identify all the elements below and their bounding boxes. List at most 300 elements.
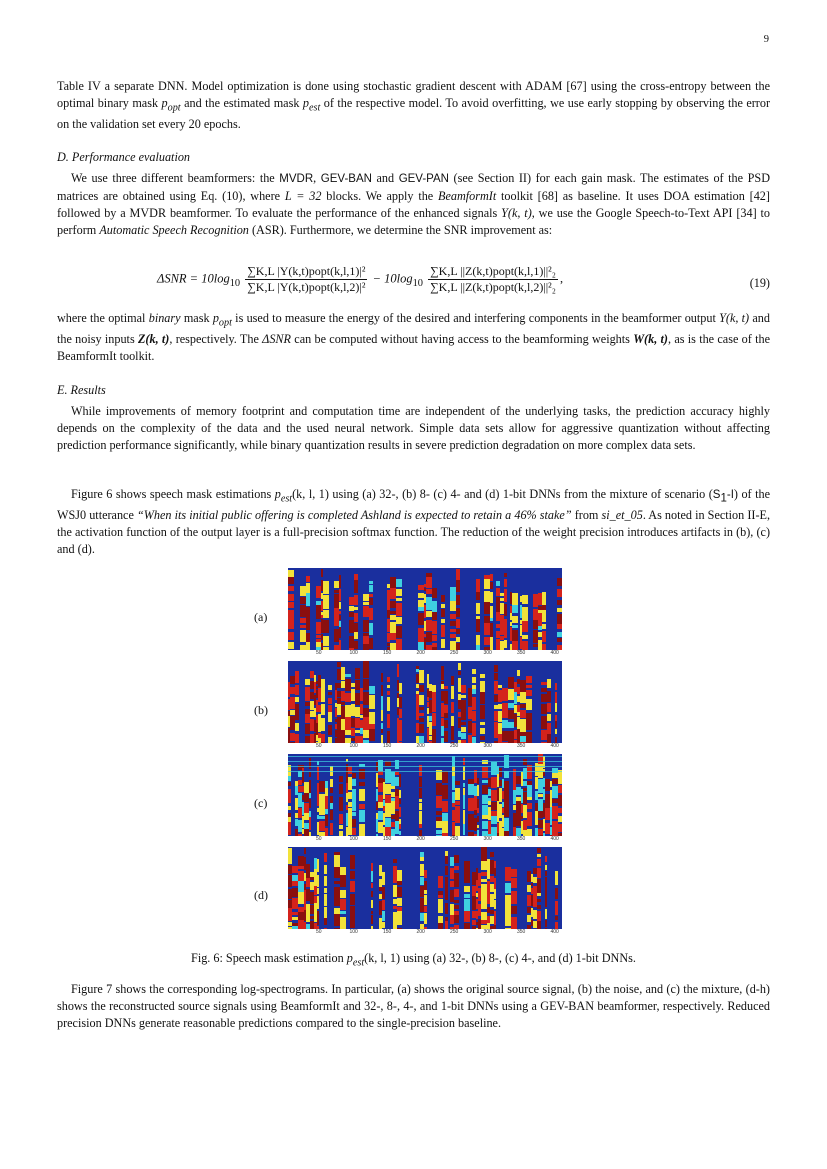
- spectrogram-artifact-line: [288, 756, 562, 757]
- spectrogram-cell: [420, 857, 424, 861]
- spectrogram-cell: [538, 613, 542, 626]
- spectrogram-cell: [305, 687, 310, 701]
- spectrogram-cell: [305, 709, 310, 714]
- spectrogram-cell: [316, 586, 321, 598]
- spectrogram-cell: [527, 885, 531, 892]
- spectrogram-cell: [321, 734, 325, 742]
- spectrogram-cell: [418, 607, 424, 611]
- spectrogram-cell: [323, 636, 329, 646]
- spectrogram-cell: [468, 707, 472, 719]
- spectrogram-cell: [533, 630, 538, 643]
- spectrogram-cell: [390, 588, 396, 599]
- spectrogram-cell: [426, 632, 432, 642]
- spectrogram-cell: [520, 605, 522, 618]
- spectrogram-cell: [317, 783, 319, 797]
- spectrogram-cell: [491, 802, 497, 810]
- spectrogram-cell: [429, 691, 432, 698]
- spectrogram-cell: [397, 664, 399, 677]
- x-tick-label: 200: [416, 743, 425, 749]
- spectrogram-cell: [310, 723, 314, 731]
- spectrogram-cell: [494, 673, 498, 680]
- spectrogram-cell: [387, 714, 390, 728]
- spectrogram-cell: [552, 786, 558, 798]
- spectrogram-cell: [288, 865, 292, 874]
- spectrogram-cell: [290, 697, 295, 709]
- spectrogram-cell: [522, 621, 528, 632]
- spectrogram-cell: [339, 615, 341, 620]
- spectrogram-cell: [490, 623, 493, 637]
- spectrogram-cell: [290, 710, 295, 715]
- spectrogram-cell: [452, 803, 455, 807]
- spectrogram-cell: [508, 722, 514, 728]
- spectrogram-cell: [295, 819, 298, 826]
- spectrogram-cell: [442, 813, 448, 821]
- spectrogram-cell: [334, 581, 339, 588]
- spectrogram-d-image: [288, 847, 562, 929]
- spectrogram-cell: [418, 585, 424, 590]
- spectrogram-cell: [496, 597, 500, 607]
- spectrogram-cell: [476, 880, 478, 891]
- spectrogram-cell: [454, 855, 459, 863]
- spectrogram-cell: [494, 728, 498, 738]
- spectrogram-cell: [363, 708, 369, 717]
- spectrogram-cell: [360, 720, 363, 728]
- spectrogram-cell: [339, 825, 343, 829]
- spectrogram-cell: [349, 597, 354, 605]
- spectrogram-cell: [494, 681, 498, 694]
- spectrogram-cell: [456, 625, 460, 628]
- spectrogram-cell: [381, 710, 383, 721]
- spectrogram-cell: [468, 688, 472, 697]
- spectrogram-cell: [346, 783, 348, 787]
- spectrogram-cell: [521, 804, 523, 813]
- spectrogram-cell: [298, 765, 302, 770]
- spectrogram-cell: [391, 786, 395, 789]
- spectrogram-cell: [393, 859, 397, 863]
- paragraph-results: While improvements of memory footprint and computation time are independent of the underlying tasks, the prediction accuracy highly depends on the complexity of the data and the used neural network. Simple data sets allow for aggressive quantization without affecting prediction performance significantly, while binary quantization results in severe prediction degradation on more complex data sets.: [57, 404, 770, 452]
- spectrogram-cell: [535, 791, 538, 800]
- spectrogram-cell: [488, 801, 491, 805]
- spectrogram-cell: [511, 917, 517, 929]
- spectrogram-cell: [463, 824, 465, 835]
- spectrogram-cell: [424, 605, 426, 618]
- spectrogram-cell: [339, 602, 341, 609]
- spectrogram-cell: [339, 589, 341, 601]
- spectrogram-cell: [288, 855, 292, 864]
- spectrogram-cell: [477, 808, 479, 813]
- spectrogram-cell: [450, 857, 454, 866]
- spectrogram-cell: [527, 829, 532, 836]
- spectrogram-cell: [306, 864, 310, 878]
- spectrogram-cell: [334, 608, 339, 618]
- spectrogram-cell: [324, 876, 327, 886]
- x-tick-label: 250: [450, 650, 459, 656]
- spectrogram-cell: [463, 810, 465, 818]
- spectrogram-cell: [424, 584, 426, 587]
- spectrogram-cell: [472, 723, 476, 736]
- spectrogram-cell: [491, 816, 497, 824]
- spectrogram-cell: [517, 712, 520, 716]
- spectrogram-cell: [500, 603, 504, 614]
- spectrogram-cell: [340, 899, 346, 910]
- eq-fraction-1: $\frac{\text{∑K,L |Y(k,t)popt(k,l,1)|²}}{\text{∑K,L |Y(k,t)popt(k,l,2)|²}}$: [247, 264, 366, 294]
- spectrogram-cell: [288, 602, 294, 608]
- spectrogram-cell: [309, 758, 311, 769]
- spectrogram-cell: [340, 917, 346, 929]
- spectrogram-cell: [383, 827, 385, 836]
- spectrogram-cell: [397, 907, 402, 911]
- spectrogram-cell: [316, 735, 318, 741]
- spectrogram-cell: [317, 896, 319, 909]
- spectrogram-cell: [390, 622, 396, 626]
- spectrogram-cell: [328, 685, 332, 690]
- spectrogram-cell: [385, 803, 391, 817]
- spectrogram-cell: [383, 787, 385, 799]
- spectrogram-cell: [359, 769, 365, 779]
- spectrogram-cell: [292, 917, 298, 920]
- spectrogram-cell: [300, 597, 306, 604]
- spectrogram-cell: [432, 630, 437, 634]
- spectrogram-cell: [552, 768, 558, 773]
- spectrogram-cell: [455, 781, 460, 785]
- spectrogram-cell: [420, 898, 424, 912]
- spectrogram-cell: [476, 579, 480, 592]
- spectrogram-cell: [304, 848, 306, 854]
- spectrogram-cell: [538, 799, 543, 811]
- spectrogram-cell: [424, 890, 427, 894]
- spectrogram-cell: [531, 895, 533, 906]
- section-heading-performance: D. Performance evaluation: [57, 150, 191, 164]
- spectrogram-cell: [517, 717, 520, 729]
- spectrogram-cell: [555, 922, 558, 929]
- spectrogram-cell: [442, 771, 448, 783]
- spectrogram-cell: [292, 875, 298, 881]
- spectrogram-cell: [381, 673, 383, 682]
- spectrogram-cell: [445, 903, 448, 914]
- spectrogram-cell: [543, 778, 545, 787]
- spectrogram-cell: [391, 792, 395, 797]
- spectrogram-cell: [419, 695, 424, 705]
- spectrogram-cell: [354, 613, 358, 622]
- spectrogram-cell: [395, 811, 399, 821]
- spectrogram-cell: [490, 894, 494, 907]
- spectrogram-cell: [325, 815, 328, 826]
- spectrogram-cell: [432, 713, 436, 726]
- spectrogram-cell: [497, 823, 499, 833]
- x-tick-label: 250: [450, 743, 459, 749]
- spectrogram-cell: [381, 729, 383, 733]
- spectrogram-cell: [363, 606, 369, 611]
- spectrogram-cell: [487, 869, 490, 879]
- spectrogram-cell: [292, 888, 298, 897]
- spectrogram-cell: [391, 772, 395, 786]
- spectrogram-cell: [484, 579, 490, 589]
- x-tick-label: 350: [517, 929, 526, 935]
- spectrogram-cell: [474, 818, 477, 831]
- spectrogram-cell: [533, 899, 537, 907]
- spectrogram-cell: [378, 778, 383, 783]
- spectrogram-cell: [480, 674, 485, 678]
- spectrogram-cell: [288, 782, 291, 786]
- spectrogram-cell: [512, 630, 518, 641]
- spectrogram-cell: [461, 727, 466, 732]
- spectrogram-cell: [476, 616, 480, 619]
- spectrogram-cell: [416, 723, 419, 733]
- spectrogram-cell: [383, 806, 385, 811]
- spectrogram-cell: [552, 773, 558, 778]
- spectrogram-cell: [310, 671, 314, 678]
- spectrogram-cell: [298, 920, 304, 929]
- spectrogram-cell: [456, 619, 460, 625]
- spectrogram-artifact-line: [288, 771, 562, 772]
- spectrogram-cell: [468, 721, 472, 733]
- spectrogram-cell: [304, 910, 306, 921]
- spectrogram-cell: [458, 731, 461, 737]
- spectrogram-cell: [461, 700, 466, 713]
- spectrogram-cell: [419, 777, 422, 787]
- spectrogram-cell: [542, 631, 546, 642]
- spectrogram-cell: [538, 794, 543, 797]
- spectrogram-cell: [550, 803, 552, 807]
- spectrogram-cell: [472, 689, 476, 694]
- spectrogram-a-image: [288, 568, 562, 650]
- spectrogram-cell: [302, 795, 304, 800]
- spectrogram-cell: [309, 772, 311, 777]
- spectrogram-cell: [533, 609, 538, 620]
- spectrogram-cell: [461, 695, 466, 698]
- spectrogram-cell: [533, 868, 537, 874]
- spectrogram-cell: [416, 691, 419, 694]
- spectrogram-cell: [491, 777, 497, 788]
- spectrogram-cell: [505, 913, 511, 926]
- spectrogram-cell: [302, 829, 304, 834]
- paragraph-figure6: Figure 6 shows speech mask estimations $p_{est}(k$, l, 1) using (a) 32-, (b) 8- (c) 4- and (d) 1-bit DNNs from the mixture of scenario $(S_1-I)$ of the WSJ0 utterance “When its initial public offering is completed Ashland is expected to retain a 46% stake” from si_et_05. As noted in Section II-E, the activation function of the output layer is a full-precision softmax function. The reduction of the weight precision introduces artifacts in (b), (c) and (d).: [57, 487, 770, 557]
- spectrogram-cell: [432, 612, 437, 620]
- spectrogram-cell: [424, 588, 426, 591]
- spectrogram-cell: [481, 920, 487, 924]
- spectrogram-cell: [321, 679, 325, 693]
- spectrogram-cell: [445, 917, 448, 921]
- spectrogram-cell: [396, 589, 402, 596]
- spectrogram-cell: [461, 733, 466, 739]
- spectrogram-cell: [555, 715, 557, 721]
- spectrogram-cell: [474, 796, 477, 810]
- spectrogram-cell: [346, 813, 348, 826]
- spectrogram-cell: [552, 821, 558, 826]
- x-tick-label: 100: [349, 650, 358, 656]
- spectrogram-cell: [424, 638, 426, 649]
- spectrogram-cell: [521, 772, 523, 786]
- spectrogram-cell: [533, 594, 538, 607]
- spectrogram-cell: [328, 698, 332, 704]
- spectrogram-cell: [454, 889, 459, 897]
- spectrogram-cell: [468, 779, 474, 784]
- x-tick-label: 50: [316, 929, 322, 935]
- paragraph-training: Table IV a separate DNN. Model optimization is done using stochastic gradient descent with ADAM [67] using the cross-entropy between the optimal binary mask $p_{opt}$ and the estimated mask $p_{est}$ of the respective model. To avoid overfitting, we use early stopping by observing the error on the validation set every 20 epochs.: [57, 79, 771, 132]
- spectrogram-cell: [346, 787, 348, 793]
- spectrogram-cell: [520, 680, 526, 692]
- spectrogram-cell: [516, 787, 521, 795]
- spectrogram-cell: [490, 606, 493, 618]
- spectrogram-cell: [360, 728, 363, 734]
- spectrogram-cell: [517, 696, 520, 702]
- x-tick-label: 300: [483, 650, 492, 656]
- spectrogram-cell: [526, 723, 532, 730]
- spectrogram-cell: [416, 674, 419, 683]
- spectrogram-cell: [346, 805, 348, 810]
- spectrogram-cell: [545, 823, 550, 834]
- spectrogram-cell: [538, 640, 542, 649]
- spectrogram-cell: [416, 736, 419, 743]
- spectrogram-cell: [359, 810, 365, 822]
- spectrogram-cell: [316, 622, 321, 634]
- spectrogram-cell: [484, 616, 490, 623]
- x-tick-label: 50: [316, 743, 322, 749]
- spectrogram-cell: [464, 870, 470, 883]
- spectrogram-cell: [363, 594, 369, 601]
- spectrogram-cell: [424, 913, 427, 924]
- spectrogram-cell: [542, 610, 546, 622]
- spectrogram-cell: [522, 641, 528, 650]
- spectrogram-cell: [490, 876, 494, 882]
- spectrogram-cell: [531, 883, 533, 886]
- spectrogram-cell: [432, 685, 436, 692]
- spectrogram-b-image: [288, 661, 562, 743]
- spectrogram-cell: [463, 818, 465, 824]
- spectrogram-cell: [316, 723, 318, 735]
- spectrogram-cell: [304, 922, 306, 929]
- spectrogram-cell: [502, 828, 504, 836]
- spectrogram-cell: [541, 694, 547, 702]
- spectrogram-cell: [399, 831, 401, 835]
- equation-body: $\Delta SNR = 10\log_{10}$ $\frac{\text{∑K,L |Y(k,t)popt(k,l,1)|²}}{\text{∑K,L |Y(k,t)popt(k,l,2)|²}}$ − $10\log_{10}$ $\frac{\text{∑K,L ||Z(k,t)popt(k,l,1)||²₂}}{\text{∑K,L ||Z(k,t)popt(k,l,2)||²₂}}$ ,: [157, 264, 564, 294]
- spectrogram-cell: [288, 822, 291, 835]
- spectrogram-cell: [504, 640, 507, 648]
- spectrogram-cell: [314, 886, 317, 895]
- spectrogram-cell: [450, 621, 456, 626]
- spectrogram-cell: [340, 867, 346, 875]
- spectrogram-cell: [321, 693, 325, 702]
- spectrogram-cell: [323, 620, 329, 633]
- spectrogram-cell: [316, 690, 318, 698]
- spectrogram-cell: [521, 789, 523, 803]
- spectrogram-cell: [441, 681, 444, 684]
- spectrogram-cell: [298, 907, 304, 912]
- spectrogram-cell: [531, 920, 533, 926]
- spectrogram-cell: [456, 569, 460, 580]
- spectrogram-cell: [427, 716, 429, 727]
- spectrogram-cell: [351, 738, 355, 741]
- spectrogram-cell: [390, 626, 396, 633]
- x-tick-label: 300: [483, 743, 492, 749]
- spectrogram-cell: [429, 684, 432, 691]
- spectrogram-cell: [316, 700, 318, 712]
- spectrogram-cell: [537, 859, 541, 866]
- spectrogram-cell: [557, 589, 562, 597]
- spectrogram-cell: [355, 680, 360, 690]
- spectrogram-cell: [441, 625, 445, 637]
- spectrogram-cell: [341, 702, 345, 705]
- spectrogram-cell: [478, 888, 481, 901]
- spectrogram-cell: [520, 692, 526, 703]
- spectrogram-cell: [456, 629, 460, 634]
- spectrogram-cell: [550, 807, 552, 816]
- spectrogram-cell: [378, 822, 383, 833]
- spectrogram-cell: [337, 691, 341, 697]
- spectrogram-cell: [324, 888, 327, 893]
- spectrogram-cell: [516, 813, 521, 826]
- spectrogram-cell: [527, 895, 531, 906]
- spectrogram-cell: [295, 829, 298, 836]
- spectrogram-cell: [542, 592, 546, 605]
- spectrogram-cell: [288, 586, 294, 591]
- spectrogram-cell: [450, 629, 456, 632]
- spectrogram-cell: [369, 594, 373, 597]
- spectrogram-cell: [387, 633, 390, 636]
- spectrogram-cell: [538, 754, 543, 764]
- spectrogram-cell: [334, 887, 340, 893]
- spectrogram-cell: [436, 783, 442, 795]
- spectrogram-cell: [325, 781, 328, 788]
- spectrogram-cell: [298, 871, 304, 881]
- spectrogram-cell: [354, 641, 358, 649]
- spectrogram-cell: [514, 692, 517, 704]
- spectrogram-cell: [497, 801, 499, 815]
- spectrogram-cell: [508, 703, 514, 708]
- spectrogram-cell: [390, 615, 396, 620]
- eq-mid: − 10log: [372, 271, 413, 286]
- spectrogram-cell: [514, 682, 517, 692]
- spectrogram-cell: [450, 904, 454, 915]
- spectrogram-cell: [355, 668, 360, 679]
- spectrogram-cell: [335, 683, 337, 690]
- spectrogram-cell: [314, 909, 317, 922]
- spectrogram-cell: [494, 695, 498, 702]
- spectrogram-cell: [354, 595, 358, 605]
- spectrogram-cell: [438, 895, 443, 898]
- spectrogram-cell: [516, 797, 521, 801]
- spectrogram-cell: [504, 771, 509, 778]
- spectrogram-cell: [526, 685, 532, 688]
- spectrogram-cell: [416, 666, 419, 669]
- spectrogram-cell: [310, 921, 314, 929]
- spectrogram-cell: [321, 634, 323, 640]
- spectrogram-cell: [419, 736, 424, 743]
- spectrogram-cell: [429, 722, 432, 735]
- spectrogram-cell: [502, 703, 508, 706]
- spectrogram-cell: [490, 637, 493, 650]
- spectrogram-cell: [295, 697, 299, 702]
- spectrogram-cell: [484, 591, 490, 602]
- spectrogram-cell: [454, 866, 459, 870]
- spectrogram-cell: [527, 871, 531, 882]
- spectrogram-cell: [290, 676, 295, 684]
- spectrogram-cell: [494, 705, 498, 709]
- spectrogram-cell: [316, 642, 321, 647]
- spectrogram-cell: [535, 803, 538, 811]
- spectrogram-cell: [341, 691, 345, 701]
- spectrogram-cell: [552, 806, 558, 819]
- spectrogram-cell: [352, 779, 356, 786]
- spectrogram-cell: [545, 794, 550, 808]
- spectrogram-cell: [463, 783, 465, 787]
- spectrogram-cell: [444, 720, 448, 728]
- spectrogram-cell: [330, 823, 333, 835]
- spectrogram-cell: [324, 853, 327, 862]
- spectrogram-cell: [481, 847, 487, 861]
- spectrogram-cell: [436, 811, 442, 815]
- spectrogram-cell: [505, 895, 511, 902]
